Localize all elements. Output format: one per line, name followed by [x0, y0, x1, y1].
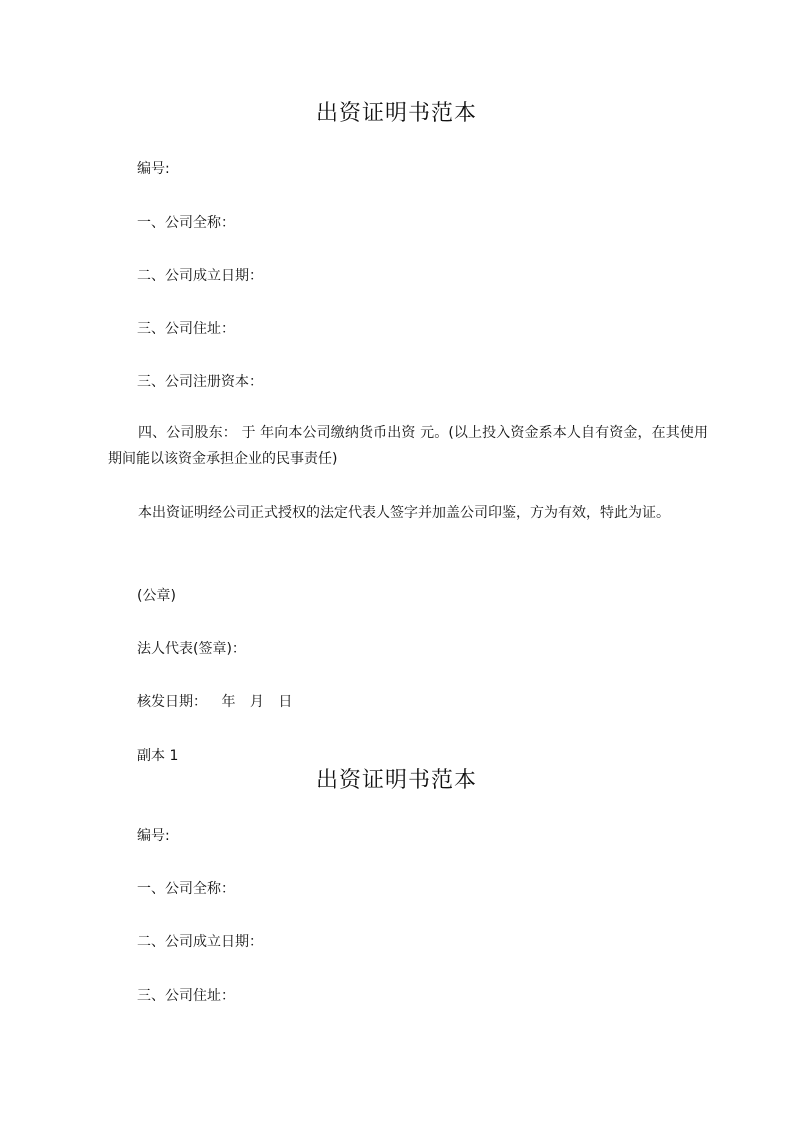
issue-day-label: 日: [278, 694, 293, 710]
issue-month-label: 月: [249, 694, 264, 710]
company-address-label: 三、公司住址：: [137, 321, 235, 337]
registered-capital-label: 三、公司注册资本：: [137, 374, 263, 390]
copy-marker: 副本 1: [137, 748, 179, 764]
validity-paragraph: 本出资证明经公司正式授权的法定代表人签字并加盖公司印鉴，方为有效，特此为证。: [138, 505, 670, 521]
number-field-label: 编号:: [137, 161, 170, 177]
copy-document-title: 出资证明书范本: [315, 768, 477, 793]
copy-company-name-label: 一、公司全称：: [137, 881, 235, 897]
issue-date-label: 核发日期：: [137, 694, 207, 710]
copy-number-field-label: 编号:: [137, 828, 170, 844]
company-name-label: 一、公司全称：: [137, 215, 235, 231]
founding-date-label: 二、公司成立日期：: [137, 268, 263, 284]
shareholder-paragraph: 四、公司股东： 于 年向本公司缴纳货币出资 元。(以上投入资金系本人自有资金，在其使用期间能以该资金承担企业的民事责任): [108, 425, 708, 467]
company-seal-label: (公章): [137, 588, 176, 604]
copy-company-address-label: 三、公司住址：: [137, 988, 235, 1004]
copy-founding-date-label: 二、公司成立日期：: [137, 934, 263, 950]
issue-year-label: 年: [221, 694, 236, 710]
legal-representative-label: 法人代表(签章)：: [137, 641, 246, 657]
issue-date-line: [137, 691, 292, 711]
document-title: 出资证明书范本: [315, 101, 477, 126]
